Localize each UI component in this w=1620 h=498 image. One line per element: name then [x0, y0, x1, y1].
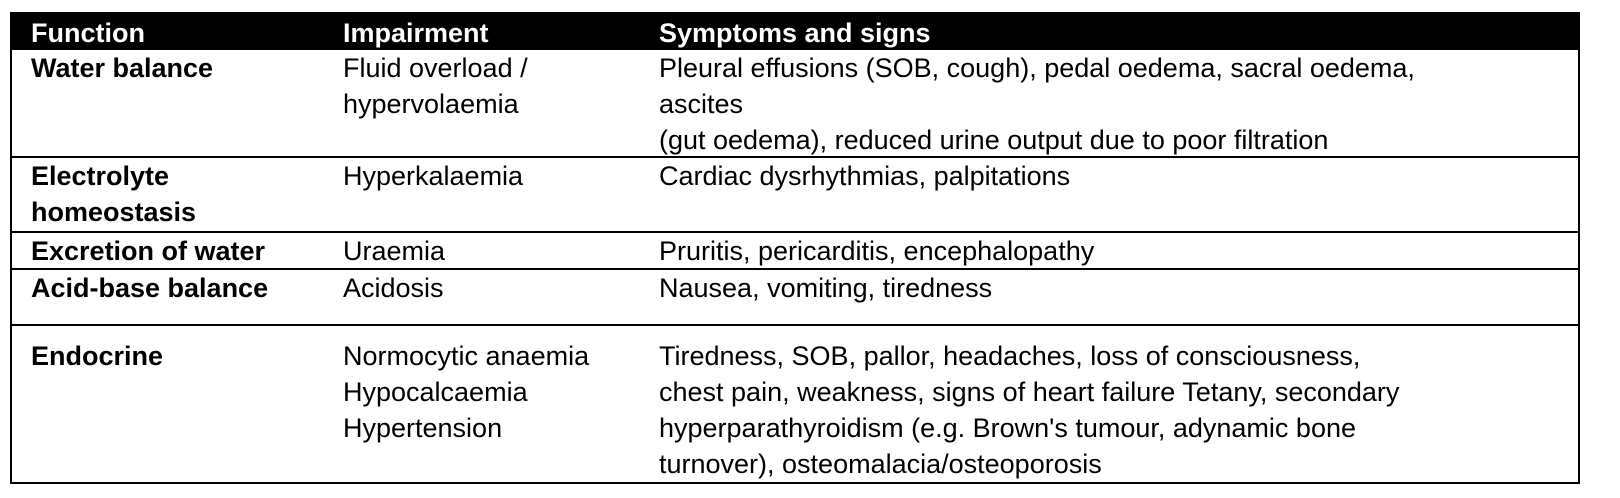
function-cell: [31, 270, 268, 306]
cell-line: Nausea, vomiting, tiredness: [659, 273, 993, 303]
cell-line: Hyperkalaemia: [343, 161, 524, 191]
symptoms-cell: [659, 338, 1399, 482]
cell-line: Cardiac dysrhythmias, palpitations: [659, 161, 1071, 191]
cell-line: Endocrine: [31, 341, 164, 371]
cell-line: turnover), osteomalacia/osteoporosis: [659, 449, 1102, 479]
cell-line: Fluid overload /: [343, 53, 528, 83]
table-row: [12, 324, 1578, 482]
data-table: [10, 12, 1580, 484]
table-row: [12, 268, 1578, 324]
symptoms-cell: [659, 158, 1070, 194]
symptoms-cell: [659, 233, 1094, 269]
header-impairment: Impairment: [343, 18, 489, 48]
function-cell: [31, 50, 213, 86]
cell-line: ascites: [659, 89, 744, 119]
function-cell: [31, 338, 163, 374]
cell-line: hypervolaemia: [343, 89, 519, 119]
cell-line: Hypocalcaemia: [343, 377, 528, 407]
cell-line: Hypertension: [343, 413, 503, 443]
impairment-cell: [343, 233, 445, 269]
table-header-row: [12, 14, 1578, 50]
cell-line: Pruritis, pericarditis, encephalopathy: [659, 236, 1095, 266]
function-cell: [31, 158, 196, 230]
cell-line: chest pain, weakness, signs of heart failure Tetany, secondary: [659, 377, 1400, 407]
impairment-cell: [343, 50, 528, 122]
cell-line: Tiredness, SOB, pallor, headaches, loss of consciousness,: [659, 341, 1361, 371]
function-cell: [31, 233, 265, 269]
cell-line: (gut oedema), reduced urine output due to poor filtration: [659, 125, 1329, 155]
cell-line: homeostasis: [31, 197, 197, 227]
cell-line: Water balance: [31, 53, 214, 83]
symptoms-cell: [659, 50, 1415, 158]
cell-line: Normocytic anaemia: [343, 341, 590, 371]
header-symptoms: Symptoms and signs: [659, 18, 931, 48]
symptoms-cell: [659, 270, 992, 306]
impairment-cell: [343, 270, 444, 306]
table-row: [12, 156, 1578, 231]
cell-line: Uraemia: [343, 236, 446, 266]
cell-line: Acidosis: [343, 273, 444, 303]
header-function: Function: [31, 18, 145, 48]
cell-line: Acid-base balance: [31, 273, 269, 303]
table-row: [12, 50, 1578, 156]
cell-line: Excretion of water: [31, 236, 266, 266]
impairment-cell: [343, 338, 589, 446]
impairment-cell: [343, 158, 523, 194]
cell-line: Electrolyte: [31, 161, 170, 191]
cell-line: Pleural effusions (SOB, cough), pedal oedema, sacral oedema,: [659, 53, 1415, 83]
table-row: [12, 231, 1578, 268]
cell-line: hyperparathyroidism (e.g. Brown's tumour, adynamic bone: [659, 413, 1356, 443]
